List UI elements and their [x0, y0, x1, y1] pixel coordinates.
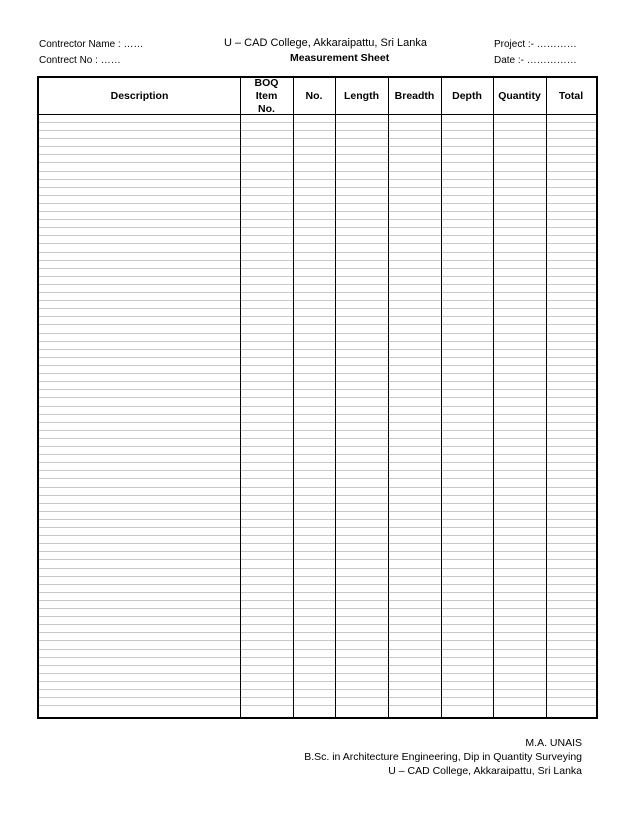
ruled-line	[39, 154, 596, 155]
ruled-line	[39, 211, 596, 212]
ruled-line	[39, 462, 596, 463]
ruled-line	[39, 697, 596, 698]
ruled-line	[39, 252, 596, 253]
ruled-line	[39, 519, 596, 520]
column-divider	[388, 78, 389, 717]
ruled-line	[39, 349, 596, 350]
ruled-line	[39, 430, 596, 431]
ruled-line	[39, 333, 596, 334]
ruled-line	[39, 551, 596, 552]
ruled-line	[39, 292, 596, 293]
contractor-name-field: Contrector Name : ……	[39, 39, 144, 50]
author-qualifications: B.Sc. in Architecture Engineering, Dip in Quantity Surveying	[304, 751, 582, 763]
ruled-line	[39, 632, 596, 633]
ruled-line	[39, 373, 596, 374]
ruled-line	[39, 341, 596, 342]
column-header-length: Length	[344, 89, 379, 102]
college-title: U – CAD College, Akkaraipattu, Sri Lanka	[224, 37, 427, 49]
ruled-line	[39, 381, 596, 382]
ruled-line	[39, 389, 596, 390]
ruled-line	[39, 543, 596, 544]
ruled-line	[39, 130, 596, 131]
measurement-table	[37, 76, 598, 719]
ruled-line	[39, 146, 596, 147]
ruled-line	[39, 665, 596, 666]
column-header-total: Total	[558, 89, 584, 102]
column-divider	[441, 78, 442, 717]
ruled-line	[39, 422, 596, 423]
ruled-line	[39, 195, 596, 196]
ruled-line	[39, 276, 596, 277]
ruled-line	[39, 397, 596, 398]
ruled-line	[39, 219, 596, 220]
ruled-line	[39, 470, 596, 471]
ruled-line	[39, 576, 596, 577]
ruled-line	[39, 365, 596, 366]
ruled-line	[39, 308, 596, 309]
ruled-line	[39, 681, 596, 682]
ruled-line	[39, 179, 596, 180]
ruled-line	[39, 171, 596, 172]
ruled-line	[39, 616, 596, 617]
ruled-line	[39, 268, 596, 269]
ruled-line	[39, 300, 596, 301]
ruled-line	[39, 446, 596, 447]
ruled-line	[39, 608, 596, 609]
column-divider	[293, 78, 294, 717]
ruled-line	[39, 689, 596, 690]
author-name: M.A. UNAIS	[525, 737, 582, 749]
column-header-breadth: Breadth	[394, 89, 435, 102]
ruled-line	[39, 559, 596, 560]
column-header-description: Description	[110, 89, 169, 102]
ruled-line	[39, 657, 596, 658]
ruled-line	[39, 503, 596, 504]
contract-no-field: Contrect No : ……	[39, 55, 121, 66]
ruled-line	[39, 138, 596, 139]
ruled-line	[39, 284, 596, 285]
ruled-line	[39, 122, 596, 123]
author-institution: U – CAD College, Akkaraipattu, Sri Lanka	[388, 765, 582, 777]
ruled-line	[39, 600, 596, 601]
ruled-line	[39, 414, 596, 415]
column-divider	[546, 78, 547, 717]
ruled-line	[39, 535, 596, 536]
column-divider	[493, 78, 494, 717]
ruled-line	[39, 316, 596, 317]
ruled-line	[39, 187, 596, 188]
column-header-depth: Depth	[452, 89, 482, 102]
date-field: Date :- ……………	[494, 55, 577, 66]
ruled-line	[39, 640, 596, 641]
ruled-line	[39, 527, 596, 528]
header-separator	[39, 114, 596, 115]
column-header-quantity: Quantity	[498, 89, 541, 102]
project-field: Project :- …………	[494, 39, 577, 50]
ruled-line	[39, 162, 596, 163]
column-header-boq-item-no: BOQ Item No.	[254, 76, 279, 115]
column-divider	[335, 78, 336, 717]
ruled-line	[39, 624, 596, 625]
ruled-line	[39, 592, 596, 593]
ruled-line	[39, 584, 596, 585]
ruled-line	[39, 495, 596, 496]
ruled-line	[39, 227, 596, 228]
ruled-line	[39, 243, 596, 244]
ruled-line	[39, 260, 596, 261]
ruled-line	[39, 511, 596, 512]
ruled-line	[39, 568, 596, 569]
column-divider	[240, 78, 241, 717]
ruled-line	[39, 478, 596, 479]
ruled-line	[39, 649, 596, 650]
ruled-line	[39, 487, 596, 488]
ruled-line	[39, 324, 596, 325]
ruled-line	[39, 357, 596, 358]
ruled-line	[39, 438, 596, 439]
ruled-line	[39, 454, 596, 455]
ruled-line	[39, 235, 596, 236]
ruled-line	[39, 406, 596, 407]
sheet-title: Measurement Sheet	[290, 52, 390, 64]
ruled-line	[39, 673, 596, 674]
column-header-no: No.	[305, 89, 323, 102]
ruled-line	[39, 705, 596, 706]
ruled-line	[39, 203, 596, 204]
